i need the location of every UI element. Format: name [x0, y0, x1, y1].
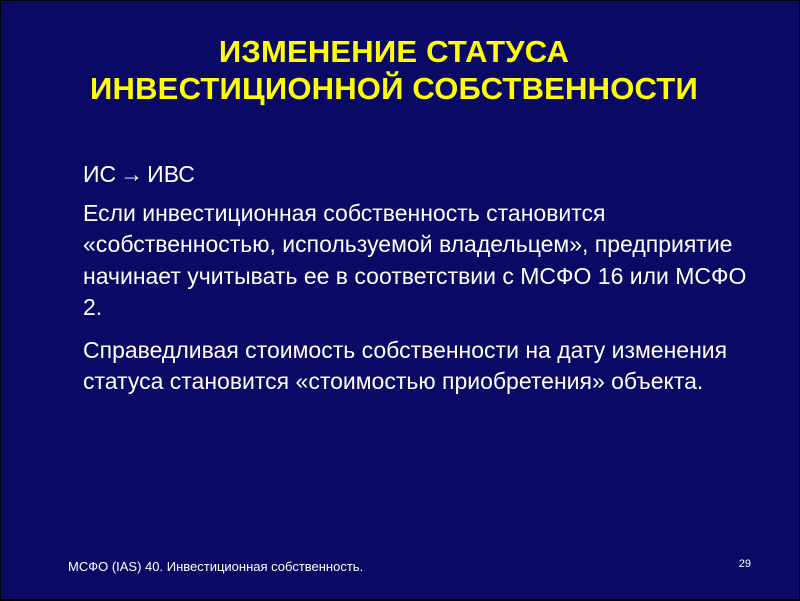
- page-number: 29: [738, 558, 751, 570]
- paragraph-owner-occupied-property: Если инвестиционная собственность становится «собственностью, используемой владельцем», предприятие начинает учитывать ее в соответствии с МСФО 16 или МСФО 2.: [83, 199, 747, 320]
- paragraph-fair-value-cost: Справедливая стоимость собственности на дату изменения статуса становится «стоимостью приобретения» объекта.: [83, 336, 728, 394]
- status-transition: [83, 159, 763, 191]
- slide-title-line-1: ИЗМЕНЕНИЕ СТАТУСА: [218, 34, 570, 69]
- slide-title: [1, 33, 787, 107]
- right-arrow-icon: →: [120, 161, 144, 187]
- transition-to-label: ИВС: [147, 161, 195, 187]
- transition-from-label: ИС: [83, 161, 117, 187]
- footer-text: МСФО (IAS) 40. Инвестиционная собственность.: [68, 559, 364, 574]
- slide-title-line-2: ИНВЕСТИЦИОННОЙ СОБСТВЕННОСТИ: [90, 71, 698, 106]
- slide: [1, 1, 799, 599]
- slide-body: [83, 159, 763, 409]
